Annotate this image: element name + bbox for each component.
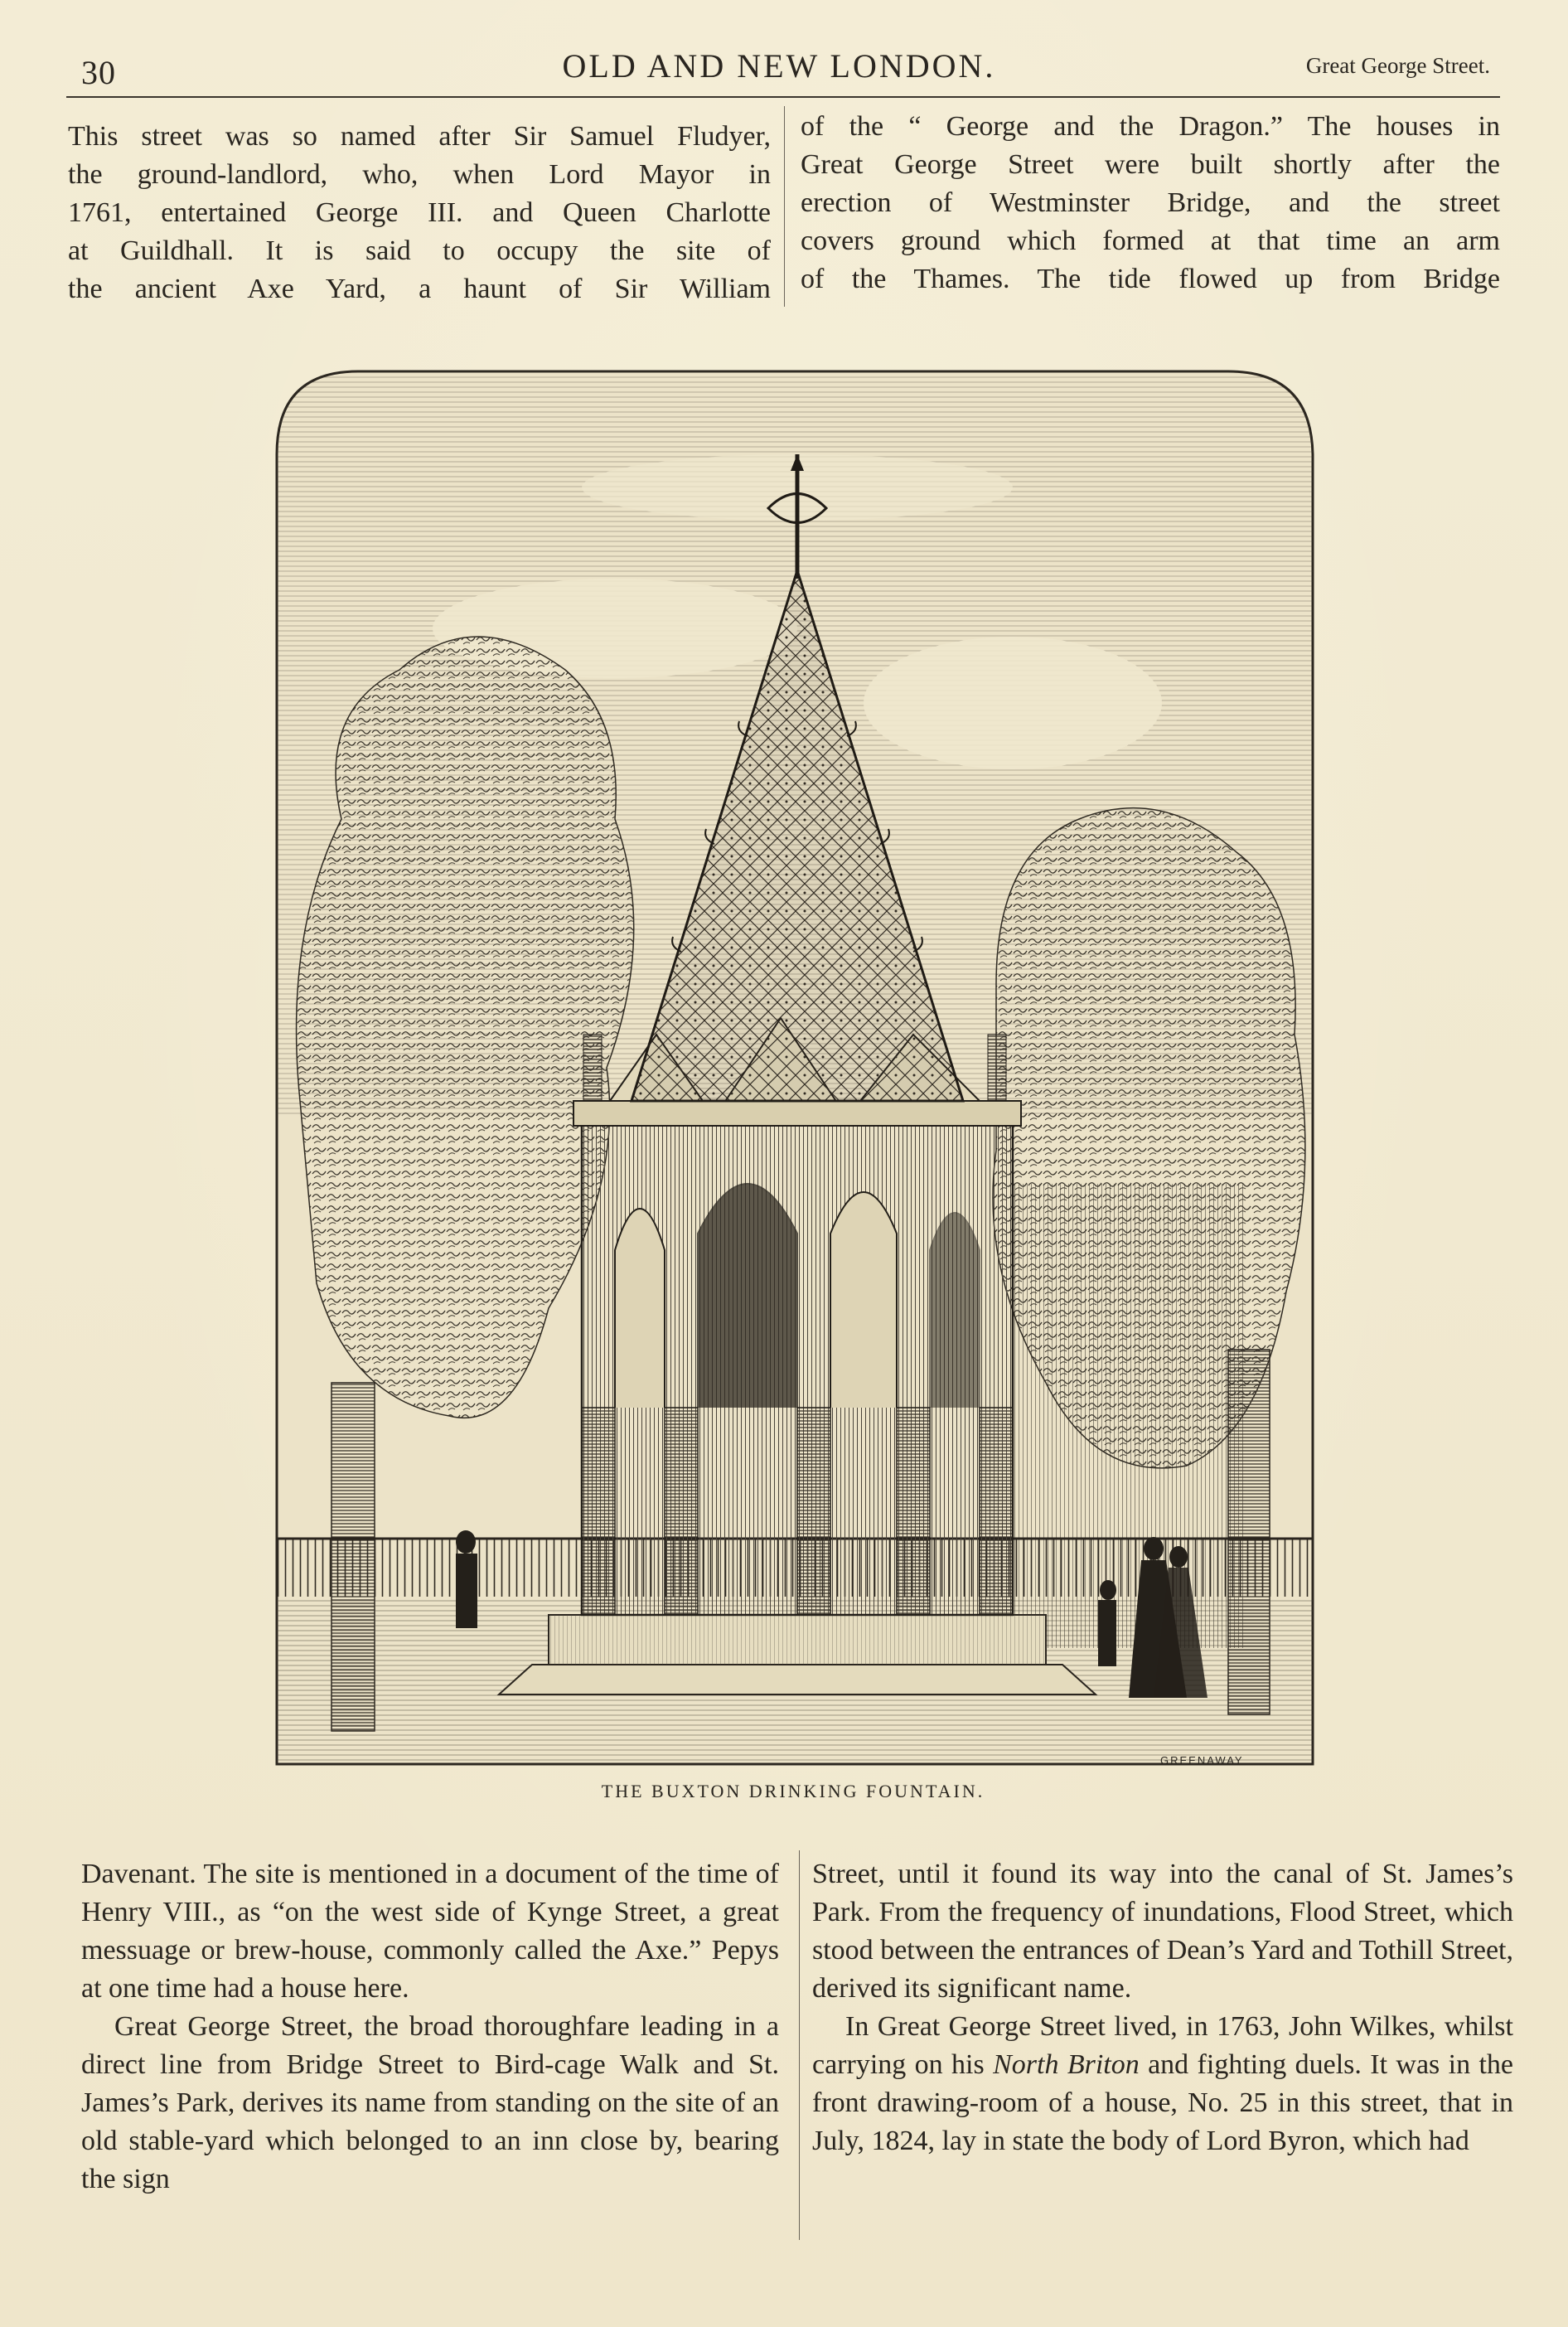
text-line: erection of Westminster Bridge, and the street xyxy=(801,187,1500,218)
top-column-divider xyxy=(784,106,785,307)
top-left-column xyxy=(68,118,771,308)
paragraph xyxy=(812,2008,1513,2160)
bottom-left-column xyxy=(81,1855,779,2199)
text-line: the ancient Axe Yard, a haunt of Sir William xyxy=(68,274,771,304)
paragraph: Davenant. The site is mentioned in a document of the time of Henry VIII., as “on the west side of Kynge Street, a great messuage or brew-house, commonly called the Axe.” Pepys at one time had a house here. xyxy=(81,1859,779,2004)
text-line: of the “ George and the Dragon.” The houses in xyxy=(801,111,1500,142)
paragraph-text: In Great George Street lived, in 1763, John Wilkes, whilst carrying on his xyxy=(812,2011,1513,2080)
bottom-right-column xyxy=(812,1855,1513,2160)
buxton-fountain-engraving xyxy=(267,355,1319,1774)
figure-caption: THE BUXTON DRINKING FOUNTAIN. xyxy=(601,1781,985,1801)
paragraph-text: and fighting duels. It was in the front drawing-room of a house, No. 25 in this street, that in July, 1824, lay in state the body of Lord Byron, which had xyxy=(812,2049,1514,2156)
section-title: Great George Street. xyxy=(1305,53,1490,78)
text-line: of the Thames. The tide flowed up from Bridge xyxy=(801,264,1500,294)
text-line: the ground-landlord, who, when Lord Mayor in xyxy=(68,159,771,190)
page-number: 30 xyxy=(81,54,116,91)
text-line: at Guildhall. It is said to occupy the site of xyxy=(68,235,771,266)
italic-title: North Briton xyxy=(993,2049,1140,2080)
running-title: OLD AND NEW LONDON. xyxy=(562,47,996,85)
bottom-column-divider xyxy=(799,1850,800,2240)
text-line: covers ground which formed at that time an arm xyxy=(801,225,1500,256)
text-line: 1761, entertained George III. and Queen Charlotte xyxy=(68,197,771,228)
header-rule xyxy=(66,96,1500,98)
engraver-signature: GREENAWAY xyxy=(1160,1754,1244,1767)
page-header xyxy=(66,40,1492,90)
paragraph: Street, until it found its way into the canal of St. James’s Park. From the frequency of inundations, Flood Street, which stood between the entrances of Dean’s Yard and Tothill Street, derived its significant name. xyxy=(812,1859,1513,2004)
text-line: This street was so named after Sir Samuel Fludyer, xyxy=(68,121,771,152)
text-line: Great George Street were built shortly after the xyxy=(801,149,1500,180)
paragraph: Great George Street, the broad thoroughfare leading in a direct line from Bridge Street to Bird-cage Walk and St. James’s Park, derives its name from standing on the site of an old stable-yard which belonged to an inn close by, bearing the sign xyxy=(81,2011,779,2194)
top-right-column xyxy=(801,108,1500,298)
